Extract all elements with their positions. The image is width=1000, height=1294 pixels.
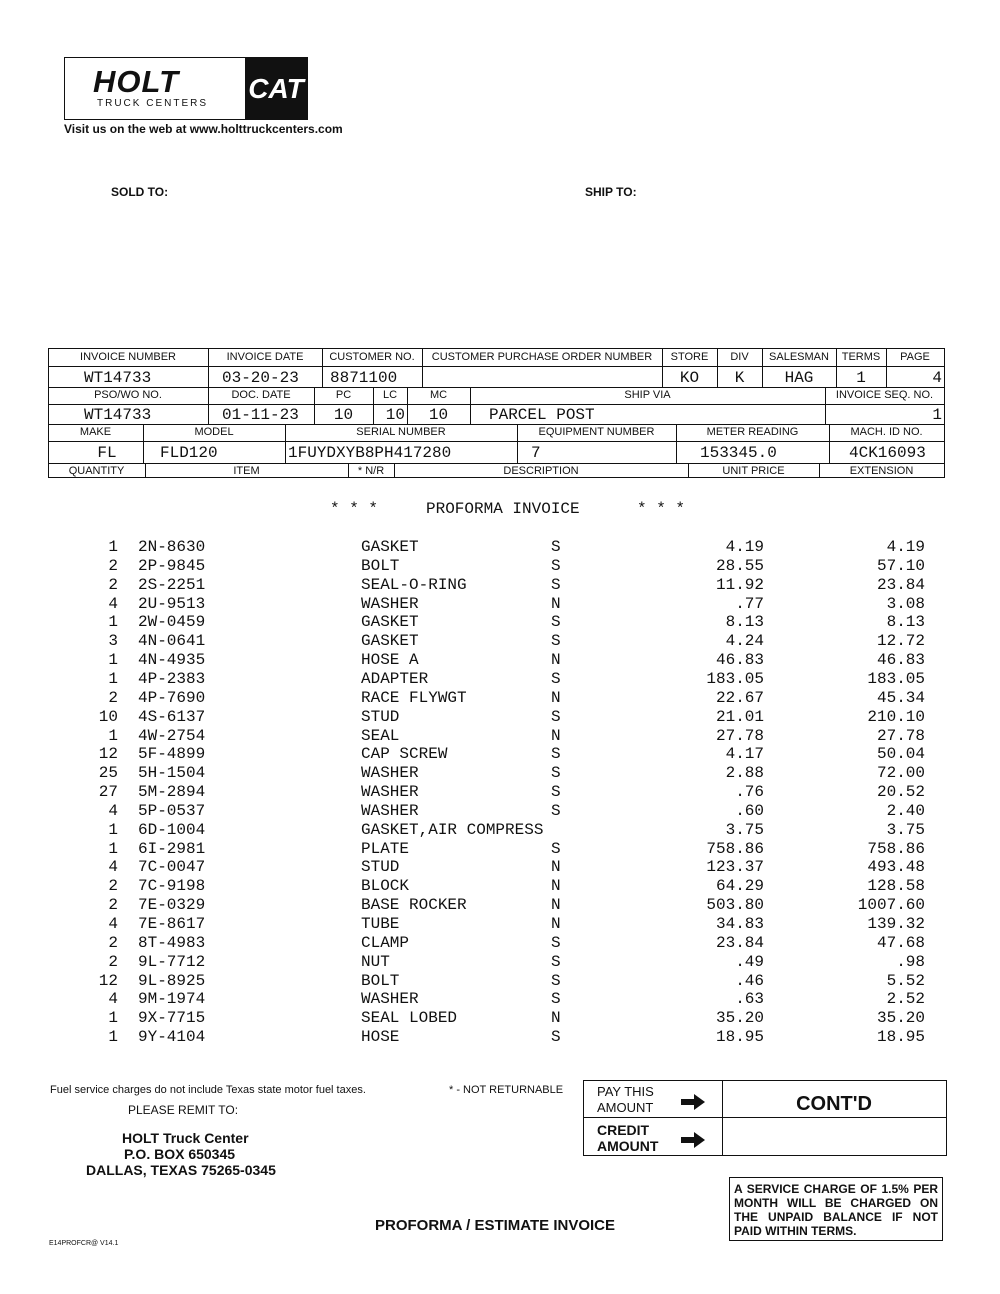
value-invoice-date: 03-20-23: [222, 369, 299, 387]
line-item-row: [0, 972, 1000, 991]
item-quantity: 4: [108, 990, 118, 1009]
value-ship-via: PARCEL POST: [489, 406, 595, 424]
item-description: SEAL LOBED: [361, 1009, 458, 1028]
item-return-flag: S: [551, 669, 561, 688]
item-extension: 23.84: [876, 575, 925, 594]
item-unit-price: 4.17: [725, 745, 764, 764]
item-description: WASHER: [361, 594, 419, 613]
form-code: E14PROFCR@ V14.1: [49, 1240, 119, 1247]
item-quantity: 2: [108, 575, 118, 594]
label-store: STORE: [670, 351, 709, 363]
label-extension: EXTENSION: [849, 465, 914, 477]
item-description: ADAPTER: [361, 669, 429, 688]
item-return-flag: S: [551, 801, 561, 820]
item-number: 4N-0641: [138, 632, 206, 651]
not-returnable-note: * - NOT RETURNABLE: [449, 1084, 564, 1096]
item-number: 4S-6137: [138, 707, 206, 726]
item-return-flag: S: [551, 839, 561, 858]
line-item-row: [0, 821, 1000, 840]
item-number: 5M-2894: [138, 783, 206, 802]
label-serial-number: SERIAL NUMBER: [356, 426, 446, 438]
item-unit-price: 758.86: [706, 839, 764, 858]
item-number: 5H-1504: [138, 764, 206, 783]
sold-to-label: SOLD TO:: [111, 185, 169, 199]
item-number: 2N-8630: [138, 538, 206, 556]
item-unit-price: 4.24: [725, 632, 764, 651]
item-return-flag: N: [551, 896, 561, 915]
item-number: 7C-0047: [138, 858, 206, 877]
line-item-row: [0, 727, 1000, 746]
item-extension: 3.08: [886, 594, 925, 613]
item-number: 9Y-4104: [138, 1028, 206, 1047]
item-unit-price: 64.29: [715, 877, 764, 896]
label-page: PAGE: [900, 351, 930, 363]
item-extension: 210.10: [867, 707, 925, 726]
item-quantity: 1: [108, 1028, 118, 1047]
fuel-note: Fuel service charges do not include Texas state motor fuel taxes.: [50, 1084, 366, 1096]
line-item-row: [0, 651, 1000, 670]
line-item-row: [0, 595, 1000, 614]
item-extension: 128.58: [867, 877, 925, 896]
label-terms: TERMS: [841, 351, 881, 363]
label-lc: LC: [382, 389, 398, 401]
item-description: CAP SCREW: [361, 745, 448, 764]
item-number: 6D-1004: [138, 820, 206, 839]
remit-label: PLEASE REMIT TO:: [128, 1103, 239, 1117]
item-unit-price: 27.78: [715, 726, 764, 745]
item-quantity: 1: [108, 1009, 118, 1028]
item-number: 5P-0537: [138, 801, 206, 820]
line-item-row: [0, 990, 1000, 1009]
item-description: BOLT: [361, 556, 400, 575]
item-description: WASHER: [361, 801, 419, 820]
item-extension: 1007.60: [857, 896, 925, 915]
item-quantity: 1: [108, 726, 118, 745]
value-salesman: HAG: [784, 369, 814, 387]
item-return-flag: S: [551, 764, 561, 783]
item-extension: 12.72: [876, 632, 925, 651]
item-description: SEAL-O-RING: [361, 575, 467, 594]
arrow-right-icon: [680, 1130, 706, 1150]
item-number: 9X-7715: [138, 1009, 206, 1028]
item-extension: 493.48: [867, 858, 925, 877]
item-unit-price: 46.83: [715, 651, 764, 670]
label-item: ITEM: [233, 465, 260, 477]
item-number: 2P-9845: [138, 556, 206, 575]
item-return-flag: S: [551, 745, 561, 764]
line-item-row: [0, 745, 1000, 764]
line-item-row: [0, 632, 1000, 651]
item-description: STUD: [361, 707, 400, 726]
company-logo: [64, 57, 308, 120]
item-description: BOLT: [361, 971, 400, 990]
item-quantity: 1: [108, 820, 118, 839]
item-unit-price: 2.88: [725, 764, 764, 783]
item-quantity: 12: [98, 971, 118, 990]
value-meter-reading: 153345.0: [700, 444, 777, 462]
item-description: STUD: [361, 858, 400, 877]
item-quantity: 27: [98, 783, 118, 802]
item-unit-price: 123.37: [706, 858, 764, 877]
item-quantity: 2: [108, 952, 118, 971]
item-quantity: 25: [98, 764, 118, 783]
item-return-flag: N: [551, 915, 561, 933]
item-number: 2W-0459: [138, 613, 206, 632]
value-make: FL: [97, 444, 117, 462]
item-number: 4P-7690: [138, 688, 206, 707]
item-extension: 2.40: [886, 801, 925, 820]
item-return-flag: S: [551, 783, 561, 802]
label-nr: * N/R: [357, 465, 385, 477]
service-charge-notice: A SERVICE CHARGE OF 1.5% PER MONTH WILL BE CHARGED ON THE UNPAID BALANCE IF NOT PAID WITHIN TERMS.: [734, 1182, 938, 1238]
item-extension: 18.95: [876, 1028, 925, 1047]
item-extension: 46.83: [876, 651, 925, 670]
value-mc: 10: [428, 406, 449, 424]
line-item-row: [0, 1028, 1000, 1047]
item-description: NUT: [361, 952, 390, 971]
item-return-flag: S: [551, 1028, 561, 1047]
line-item-row: [0, 858, 1000, 877]
label-unit-price: UNIT PRICE: [722, 465, 785, 477]
item-number: 2S-2251: [138, 575, 206, 594]
item-extension: 2.52: [886, 990, 925, 1009]
item-return-flag: S: [551, 990, 561, 1009]
item-return-flag: S: [551, 971, 561, 990]
item-quantity: 1: [108, 669, 118, 688]
item-number: 4W-2754: [138, 726, 206, 745]
ship-to-label: SHIP TO:: [585, 185, 637, 199]
label-model: MODEL: [194, 426, 234, 438]
value-page: 4: [932, 369, 942, 387]
line-item-row: [0, 877, 1000, 896]
item-extension: 72.00: [876, 764, 925, 783]
item-description: TUBE: [361, 915, 400, 933]
cat-logo-text: CAT: [248, 72, 304, 104]
item-number: 7C-9198: [138, 877, 206, 896]
credit-label-line2: AMOUNT: [597, 1138, 659, 1154]
label-div: DIV: [730, 351, 749, 363]
label-equipment-number: EQUIPMENT NUMBER: [538, 426, 655, 438]
item-extension: 8.13: [886, 613, 925, 632]
item-return-flag: S: [551, 632, 561, 651]
label-mach-id: MACH. ID NO.: [850, 426, 923, 438]
item-description: HOSE A: [361, 651, 419, 670]
label-psowo: PSO/WO NO.: [94, 389, 162, 401]
item-extension: 758.86: [867, 839, 925, 858]
item-quantity: 4: [108, 915, 118, 933]
label-pc: PC: [335, 389, 352, 401]
label-salesman: SALESMAN: [769, 351, 829, 363]
credit-label-line1: CREDIT: [597, 1122, 650, 1138]
item-quantity: 12: [98, 745, 118, 764]
item-return-flag: S: [551, 538, 561, 556]
item-quantity: 4: [108, 594, 118, 613]
item-description: SEAL: [361, 726, 400, 745]
line-item-row: [0, 1009, 1000, 1028]
item-return-flag: N: [551, 726, 561, 745]
item-quantity: 4: [108, 801, 118, 820]
item-description: BLOCK: [361, 877, 410, 896]
item-number: 9L-7712: [138, 952, 206, 971]
value-mach-id: 4CK16093: [849, 444, 926, 462]
value-invoice-seq: 1: [932, 406, 942, 424]
line-item-row: [0, 689, 1000, 708]
item-description: PLATE: [361, 839, 410, 858]
item-quantity: 2: [108, 933, 118, 952]
logo-subtitle: TRUCK CENTERS: [97, 98, 209, 109]
item-description: GASKET,AIR COMPRESS: [361, 820, 544, 839]
arrow-right-icon: [680, 1092, 706, 1112]
remit-city: DALLAS, TEXAS 75265-0345: [86, 1162, 276, 1178]
label-customer-no: CUSTOMER NO.: [329, 351, 415, 363]
line-item-row: [0, 915, 1000, 934]
value-customer-no: 8871100: [330, 369, 398, 387]
item-unit-price: 23.84: [715, 933, 764, 952]
heading-stars-right: * * *: [637, 500, 686, 518]
item-number: 9L-8925: [138, 971, 206, 990]
value-serial-number: 1FUYDXYB8PH417280: [288, 444, 452, 462]
item-quantity: 4: [108, 858, 118, 877]
item-extension: 27.78: [876, 726, 925, 745]
item-return-flag: S: [551, 952, 561, 971]
item-return-flag: N: [551, 1009, 561, 1028]
item-extension: 183.05: [867, 669, 925, 688]
line-item-row: [0, 557, 1000, 576]
item-number: 8T-4983: [138, 933, 206, 952]
item-return-flag: N: [551, 651, 561, 670]
value-terms: 1: [856, 369, 866, 387]
label-doc-date: DOC. DATE: [231, 389, 291, 401]
item-unit-price: 22.67: [715, 688, 764, 707]
item-return-flag: S: [551, 933, 561, 952]
item-quantity: 10: [98, 707, 118, 726]
value-div: K: [734, 369, 745, 387]
item-number: 5F-4899: [138, 745, 206, 764]
item-unit-price: .46: [735, 971, 764, 990]
line-item-row: [0, 802, 1000, 821]
item-number: 6I-2981: [138, 839, 206, 858]
line-item-row: [0, 708, 1000, 727]
value-store: KO: [679, 369, 700, 387]
line-item-row: [0, 764, 1000, 783]
line-item-row: [0, 934, 1000, 953]
service-charge-notice-box: [729, 1177, 943, 1241]
item-description: GASKET: [361, 613, 419, 632]
item-unit-price: 35.20: [715, 1009, 764, 1028]
pay-label: [597, 1084, 654, 1116]
item-description: GASKET: [361, 632, 419, 651]
item-number: 4P-2383: [138, 669, 206, 688]
pay-label-line1: PAY THIS: [597, 1084, 654, 1099]
item-description: HOSE: [361, 1028, 400, 1047]
line-item-row: [0, 896, 1000, 915]
label-meter-reading: METER READING: [706, 426, 799, 438]
label-po-number: CUSTOMER PURCHASE ORDER NUMBER: [431, 351, 653, 363]
item-unit-price: 3.75: [725, 820, 764, 839]
line-item-row: [0, 953, 1000, 972]
item-description: CLAMP: [361, 933, 410, 952]
item-number: 7E-0329: [138, 896, 206, 915]
document-type-label: PROFORMA / ESTIMATE INVOICE: [375, 1217, 616, 1234]
item-unit-price: .77: [735, 594, 764, 613]
item-extension: 5.52: [886, 971, 925, 990]
label-make: MAKE: [79, 426, 112, 438]
item-description: GASKET: [361, 538, 419, 556]
value-lc: 10: [385, 406, 405, 424]
item-return-flag: S: [551, 575, 561, 594]
item-extension: 3.75: [886, 820, 925, 839]
item-unit-price: 11.92: [715, 575, 764, 594]
item-extension: .98: [896, 952, 925, 971]
value-doc-date: 01-11-23: [222, 406, 299, 424]
item-extension: 50.04: [876, 745, 925, 764]
item-return-flag: N: [551, 877, 561, 896]
pay-amount-value: CONT'D: [796, 1093, 872, 1115]
value-invoice-number: WT14733: [84, 369, 152, 387]
item-quantity: 2: [108, 896, 118, 915]
item-number: 2U-9513: [138, 594, 206, 613]
item-description: WASHER: [361, 783, 419, 802]
item-quantity: 1: [108, 651, 118, 670]
cat-logo: [245, 58, 307, 119]
item-unit-price: 21.01: [715, 707, 764, 726]
label-invoice-number: INVOICE NUMBER: [80, 351, 176, 363]
item-unit-price: 183.05: [706, 669, 764, 688]
item-unit-price: 4.19: [725, 538, 764, 556]
item-unit-price: .49: [735, 952, 764, 971]
remit-name: HOLT Truck Center: [122, 1130, 249, 1146]
item-extension: 4.19: [886, 538, 925, 556]
value-pc: 10: [333, 406, 354, 424]
item-number: 7E-8617: [138, 915, 206, 933]
label-quantity: QUANTITY: [68, 465, 125, 477]
label-description: DESCRIPTION: [503, 465, 579, 477]
heading-stars-left: * * *: [330, 500, 379, 518]
item-unit-price: 28.55: [715, 556, 764, 575]
remit-po-box: P.O. BOX 650345: [124, 1146, 236, 1162]
pay-label-line2: AMOUNT: [597, 1100, 654, 1115]
item-extension: 139.32: [867, 915, 925, 933]
item-return-flag: S: [551, 707, 561, 726]
value-model: FLD120: [160, 444, 218, 462]
item-description: RACE FLYWGT: [361, 688, 467, 707]
line-item-row: [0, 613, 1000, 632]
line-item-row: [0, 670, 1000, 689]
item-quantity: 2: [108, 877, 118, 896]
item-extension: 57.10: [876, 556, 925, 575]
item-unit-price: .63: [735, 990, 764, 1009]
item-return-flag: N: [551, 688, 561, 707]
line-item-row: [0, 538, 1000, 557]
item-quantity: 2: [108, 556, 118, 575]
line-items: [0, 538, 1000, 1058]
item-description: BASE ROCKER: [361, 896, 467, 915]
item-unit-price: 503.80: [706, 896, 764, 915]
line-item-row: [0, 840, 1000, 859]
item-unit-price: .60: [735, 801, 764, 820]
item-number: 4N-4935: [138, 651, 206, 670]
item-number: 9M-1974: [138, 990, 206, 1009]
item-extension: 47.68: [876, 933, 925, 952]
label-invoice-date: INVOICE DATE: [226, 351, 304, 363]
value-equipment-number: 7: [531, 444, 541, 462]
item-description: WASHER: [361, 764, 419, 783]
item-return-flag: S: [551, 556, 561, 575]
item-return-flag: N: [551, 594, 561, 613]
item-quantity: 1: [108, 613, 118, 632]
item-description: WASHER: [361, 990, 419, 1009]
value-psowo: WT14733: [84, 406, 152, 424]
logo-holt-text: HOLT: [93, 64, 180, 99]
label-ship-via: SHIP VIA: [624, 389, 671, 401]
item-unit-price: 8.13: [725, 613, 764, 632]
item-extension: 20.52: [876, 783, 925, 802]
proforma-heading: PROFORMA INVOICE: [426, 500, 580, 518]
line-item-row: [0, 783, 1000, 802]
item-extension: 35.20: [876, 1009, 925, 1028]
line-item-row: [0, 576, 1000, 595]
item-unit-price: .76: [735, 783, 764, 802]
item-extension: 45.34: [876, 688, 925, 707]
item-unit-price: 34.83: [715, 915, 764, 933]
item-quantity: 1: [108, 839, 118, 858]
item-quantity: 1: [108, 538, 118, 556]
website-line: Visit us on the web at www.holttruckcenters.com: [64, 122, 343, 136]
item-quantity: 2: [108, 688, 118, 707]
item-return-flag: S: [551, 613, 561, 632]
item-unit-price: 18.95: [715, 1028, 764, 1047]
label-invoice-seq: INVOICE SEQ. NO.: [835, 389, 934, 401]
item-return-flag: N: [551, 858, 561, 877]
label-mc: MC: [429, 389, 448, 401]
item-quantity: 3: [108, 632, 118, 651]
credit-label: [597, 1122, 658, 1154]
